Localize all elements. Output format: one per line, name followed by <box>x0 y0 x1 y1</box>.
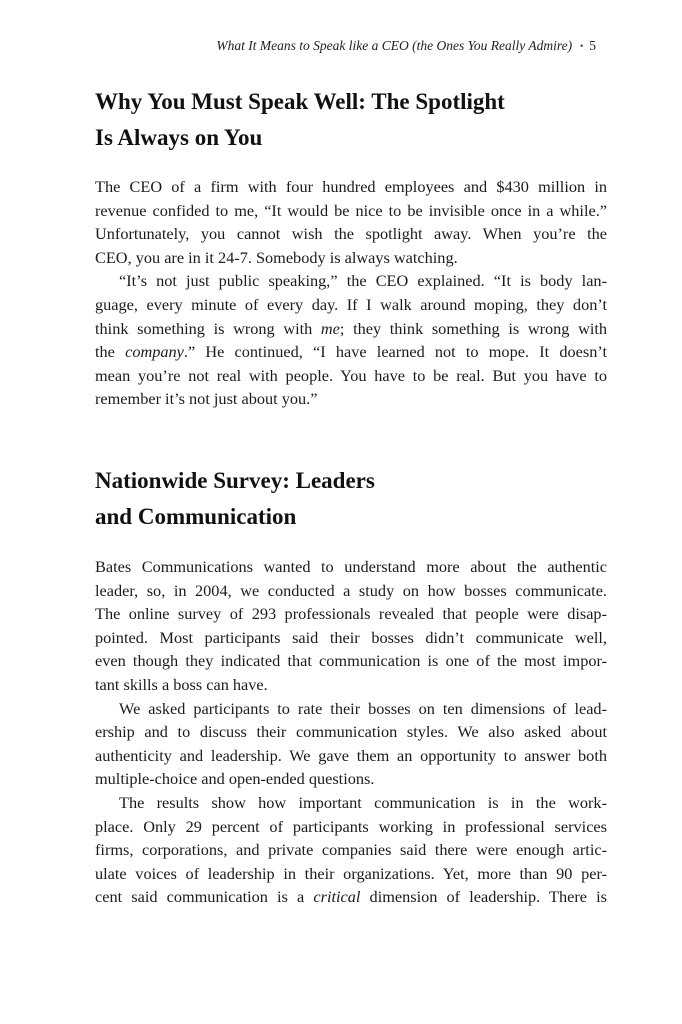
running-head <box>216 38 596 54</box>
emphasis: company <box>125 342 184 362</box>
emphasis: critical <box>313 887 361 907</box>
text-line: “It’s not just public speaking,” the CEO explained. “It is body lan- <box>119 271 607 291</box>
text-line <box>95 885 607 909</box>
section-body-spotlight <box>95 175 607 411</box>
text-line: mean you’re not real with people. You have to be real. But you have to <box>95 365 607 385</box>
heading-line: Why You Must Speak Well: The Spotlight <box>95 89 505 114</box>
section-heading <box>95 463 607 535</box>
text-run: .” He continued, “I have learned not to mope. It doesn’t <box>183 342 607 362</box>
text-run: ; they think something is wrong with <box>339 318 608 338</box>
running-head-title: What It Means to Speak like a CEO (the Ones You Really Admire) <box>216 38 573 53</box>
heading-line: and Communication <box>95 504 297 529</box>
section-heading-spotlight <box>95 84 607 156</box>
paragraph <box>95 555 607 697</box>
text-run: dimension of leadership. There is <box>360 887 607 907</box>
paragraph <box>95 697 607 791</box>
text-line: leader, so, in 2004, we conducted a study on how bosses communicate. <box>95 580 607 600</box>
text-line: The CEO of a firm with four hundred employees and $430 million in <box>95 177 607 196</box>
paragraph <box>95 269 607 411</box>
text-line: authenticity and leadership. We gave them an opportunity to answer both <box>95 745 607 765</box>
text-line: Bates Communications wanted to understand more about the authentic <box>95 557 607 576</box>
section-heading <box>95 84 607 156</box>
text-line: place. Only 29 percent of participants working in professional services <box>95 816 607 836</box>
text-line: even though they indicated that communication is one of the most impor- <box>95 651 607 671</box>
text-line: remember it’s not just about you.” <box>95 389 318 409</box>
text-line: pointed. Most participants said their bosses didn’t communicate well, <box>95 627 607 647</box>
text-line: firms, corporations, and private companies said there were enough artic- <box>95 840 607 860</box>
heading-line: Nationwide Survey: Leaders <box>95 468 375 493</box>
text-run: the <box>95 342 126 362</box>
text-line: multiple-choice and open-ended questions. <box>95 769 375 789</box>
text-line <box>95 340 607 364</box>
text-line <box>95 317 607 341</box>
text-line: Unfortunately, you cannot wish the spotlight away. When you’re the <box>95 224 607 244</box>
text-run: think something is wrong with <box>95 318 321 338</box>
text-line: ulate voices of leadership in their organizations. Yet, more than 90 per- <box>95 863 607 883</box>
paragraph <box>95 175 607 269</box>
text-line: tant skills a boss can have. <box>95 674 268 694</box>
text-line: revenue confided to me, “It would be nice to be invisible once in a while.” <box>95 200 607 220</box>
page-number: 5 <box>589 38 596 53</box>
text-run: cent said communication is a <box>95 887 314 907</box>
text-line: CEO, you are in it 24-7. Somebody is always watching. <box>95 247 458 267</box>
paragraph <box>95 791 607 909</box>
text-line: The online survey of 293 professionals revealed that people were disap- <box>95 604 607 624</box>
text-line: guage, every minute of every day. If I walk around moping, they don’t <box>95 294 607 314</box>
section-body-survey <box>95 555 607 909</box>
emphasis: me <box>320 318 340 338</box>
text-line: We asked participants to rate their bosses on ten dimensions of lead- <box>119 698 607 718</box>
heading-line: Is Always on You <box>95 125 263 150</box>
text-line: The results show how important communication is in the work- <box>119 792 607 812</box>
running-head-bullet: • <box>580 41 584 51</box>
section-heading-survey <box>95 463 607 535</box>
text-line: ership and to discuss their communication styles. We also asked about <box>95 722 607 742</box>
